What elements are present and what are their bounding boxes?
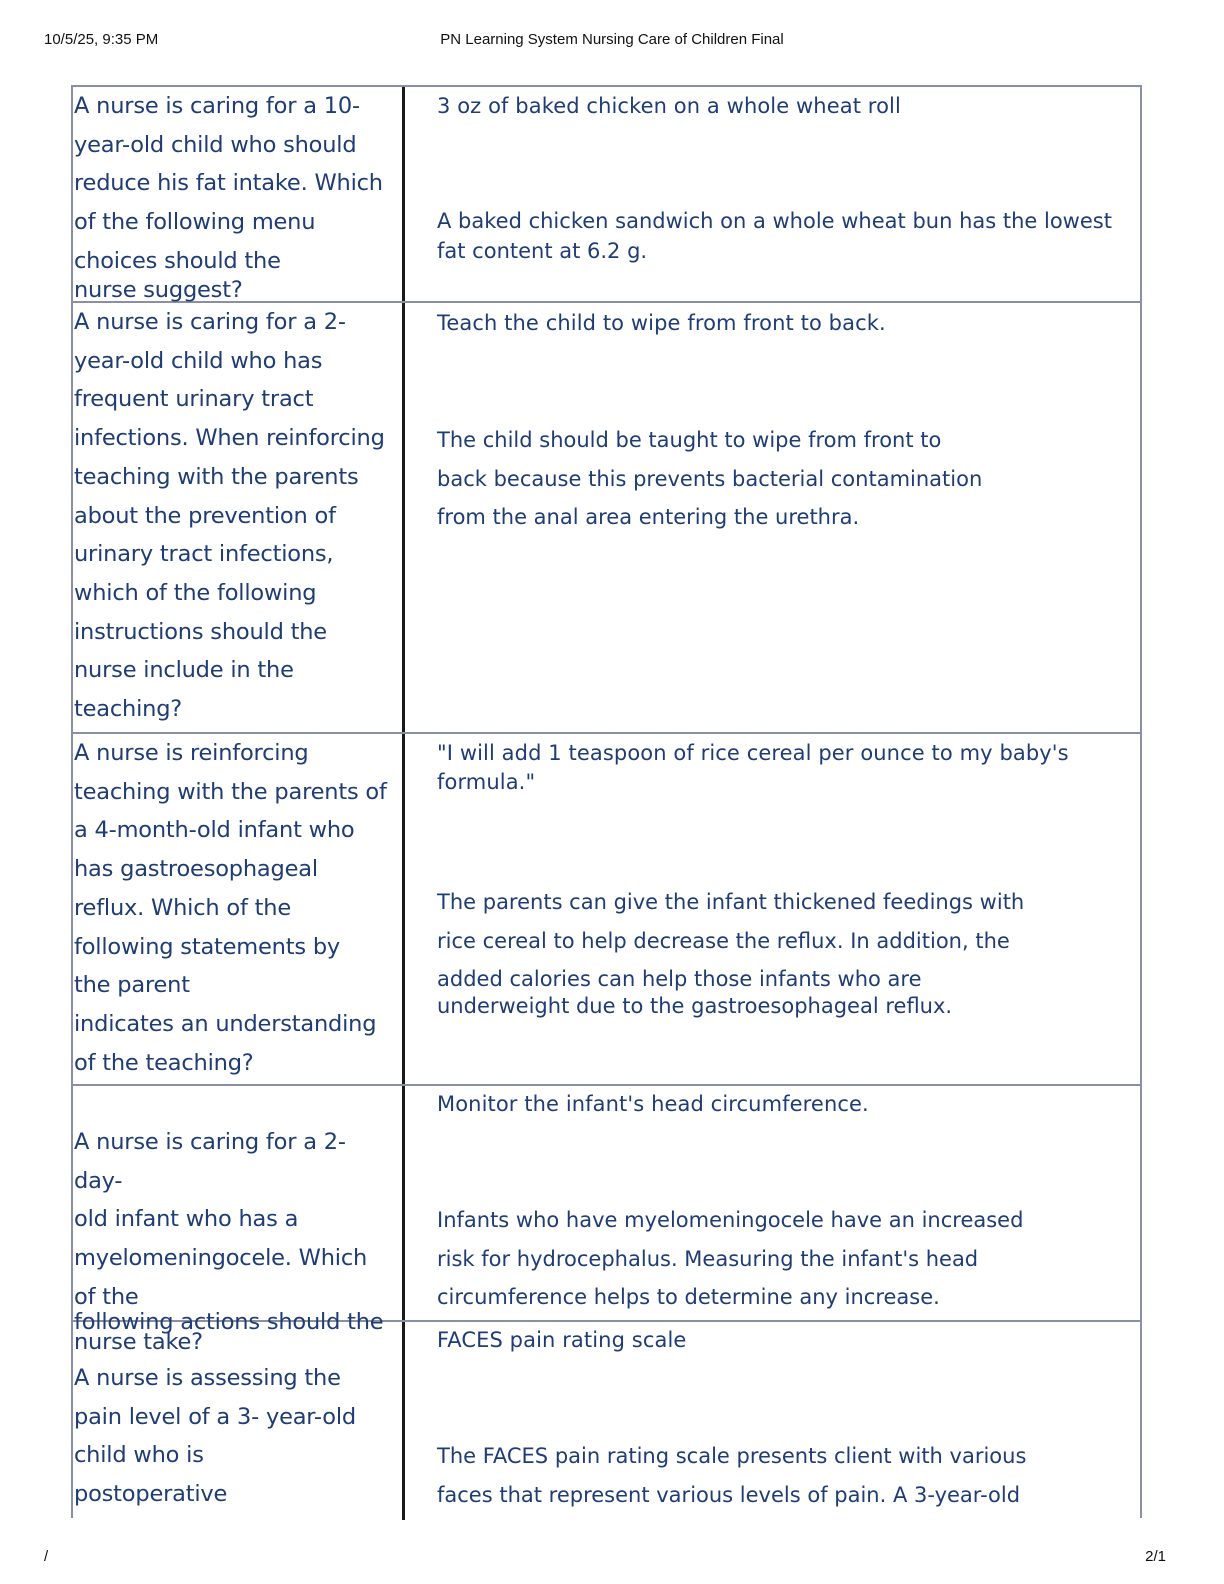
question-line: of the teaching? <box>74 1049 254 1076</box>
question-line: the parent <box>74 972 190 999</box>
answer-text: "I will add 1 teaspoon of rice cereal per ounce to my baby's formula." <box>437 741 1069 794</box>
question-line: urinary tract infections, <box>74 541 334 568</box>
question-line: following statements by <box>74 933 341 960</box>
question-line: nurse suggest? <box>74 276 243 303</box>
explanation-line: risk for hydrocephalus. Measuring the infant's head <box>437 1246 979 1271</box>
explanation-line: rice cereal to help decrease the reflux. In addition, the <box>437 928 1010 953</box>
explanation-line: circumference helps to determine any increase. <box>437 1285 940 1310</box>
explanation-line: back because this prevents bacterial contamination <box>437 466 983 491</box>
question-line: choices should the <box>74 247 281 274</box>
column-divider <box>402 1322 405 1520</box>
question-line: teaching? <box>74 696 183 723</box>
question-line: has gastroesophageal <box>74 856 318 883</box>
explanation-line: faces that represent various levels of pain. A 3-year-old <box>437 1482 1021 1507</box>
question-line: nurse include in the <box>74 657 294 684</box>
column-divider <box>402 734 405 1084</box>
explanation-line: from the anal area entering the urethra. <box>437 505 860 530</box>
question-line: year-old child who should <box>74 131 357 158</box>
question-line: infections. When reinforcing <box>74 425 385 452</box>
column-divider <box>402 303 405 732</box>
question-line: A nurse is assessing the <box>74 1365 341 1391</box>
explanation-line: added calories can help those infants who are <box>437 967 922 992</box>
answer-text: 3 oz of baked chicken on a whole wheat roll <box>437 94 901 118</box>
question-line: indicates an understanding <box>74 1010 377 1037</box>
question-line: reduce his fat intake. Which <box>74 170 383 197</box>
question-line: child who is <box>74 1442 204 1469</box>
flashcard-row <box>73 1322 1140 1520</box>
column-divider <box>402 87 405 301</box>
question-text <box>74 303 394 729</box>
question-line: of the following menu <box>74 209 316 236</box>
explanation-line: The child should be taught to wipe from front to <box>437 428 942 452</box>
question-line: teaching with the parents <box>74 463 359 490</box>
explanation-text <box>437 421 1127 537</box>
question-line: instructions should the <box>74 618 327 645</box>
question-text <box>74 734 394 1082</box>
question-line: nurse take? <box>74 1328 203 1355</box>
question-line: A nurse is caring for a 2- <box>74 309 346 335</box>
question-line: following actions should the <box>74 1308 384 1335</box>
question-line: pain level of a 3- year-old <box>74 1403 356 1430</box>
flashcard-row <box>73 303 1140 734</box>
question-text <box>74 1359 394 1514</box>
question-line: old infant who has a <box>74 1206 299 1233</box>
page-number: 2/1 <box>1145 1548 1166 1565</box>
explanation-line: The FACES pain rating scale presents client with various <box>437 1444 1027 1468</box>
flashcard-table <box>71 85 1142 1518</box>
answer-text: FACES pain rating scale <box>437 1328 687 1352</box>
question-line: a 4-month-old infant who <box>74 817 355 844</box>
footer-path: / <box>44 1548 49 1565</box>
explanation-line: The parents can give the infant thickened feedings with <box>437 890 1025 914</box>
flashcard-row <box>73 734 1140 1086</box>
question-line: teaching with the parents of <box>74 778 387 805</box>
question-line: of the <box>74 1283 139 1310</box>
question-line: reflux. Which of the <box>74 894 291 921</box>
document-title: PN Learning System Nursing Care of Children Final <box>440 31 784 48</box>
explanation-text <box>437 206 1127 266</box>
explanation-line: Infants who have myelomeningocele have an increased <box>437 1208 1024 1232</box>
answer-text: Monitor the infant's head circumference. <box>437 1092 869 1116</box>
column-divider <box>402 1086 405 1320</box>
question-line: year-old child who has <box>74 347 323 374</box>
question-line: A nurse is caring for a 2-day- <box>74 1129 346 1194</box>
question-line: which of the following <box>74 579 317 606</box>
answer-text: Teach the child to wipe from front to back. <box>437 311 886 335</box>
question-line: A nurse is caring for a 10- <box>74 93 360 119</box>
flashcard-row <box>73 87 1140 303</box>
question-text <box>74 1123 394 1355</box>
explanation-text <box>437 1437 1127 1514</box>
question-line: about the prevention of <box>74 502 336 529</box>
explanation-line: A baked chicken sandwich on a whole wheat bun has the lowest <box>437 209 1112 233</box>
print-datetime: 10/5/25, 9:35 PM <box>44 31 159 48</box>
explanation-text <box>437 883 1127 1017</box>
question-line: myelomeningocele. Which <box>74 1245 368 1272</box>
question-text <box>74 87 394 301</box>
explanation-line: fat content at 6.2 g. <box>437 239 648 263</box>
question-line: A nurse is reinforcing <box>74 740 309 766</box>
explanation-text <box>437 1201 1127 1317</box>
question-line: frequent urinary tract <box>74 386 314 413</box>
explanation-line: underweight due to the gastroesophageal reflux. <box>437 994 953 1019</box>
question-line: postoperative <box>74 1481 228 1508</box>
